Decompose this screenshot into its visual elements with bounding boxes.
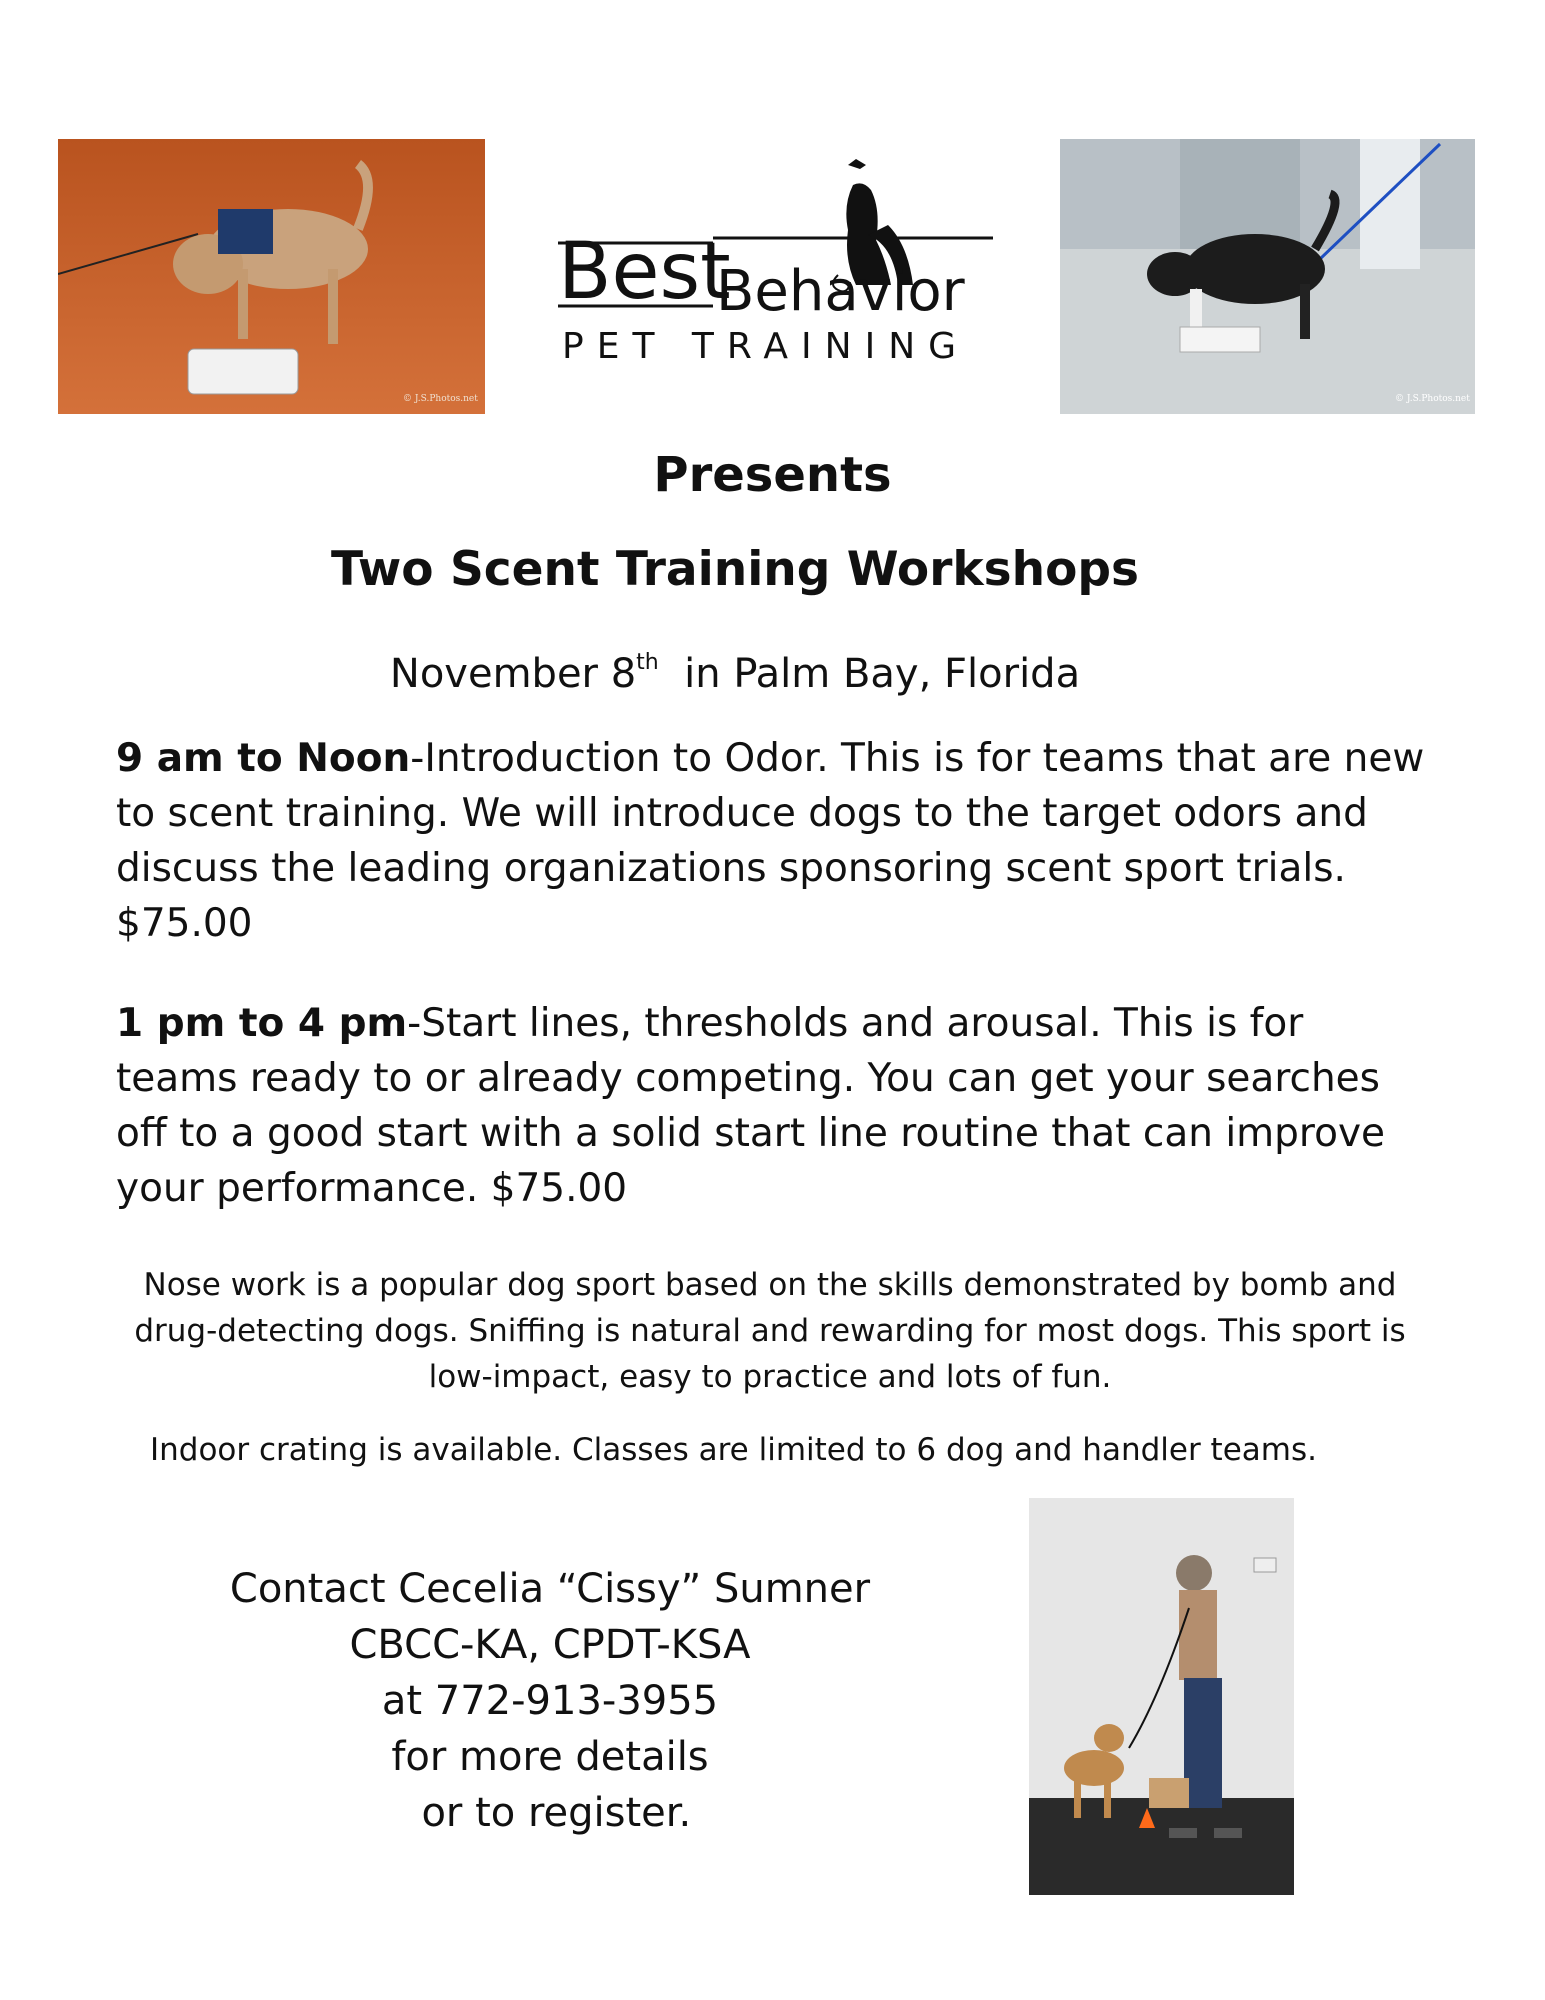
date-day: November 8 — [389, 651, 637, 697]
dog-searching-box-indoor-photo — [1060, 139, 1475, 414]
crating-note: Indoor crating is available. Classes are limited to 6 dog and handler teams. — [150, 1432, 1317, 1468]
handler-with-dog-on-leash-photo — [1029, 1498, 1294, 1895]
session-time: 1 pm to 4 pm — [116, 1001, 408, 1046]
date-suffix: th — [636, 650, 659, 675]
contact-register-line: or to register. — [408, 1790, 692, 1836]
logo-word-behavior: Behavior — [716, 259, 965, 324]
contact-block — [150, 1561, 950, 1841]
session-morning — [116, 731, 1426, 951]
session-description: -Introduction to Odor. This is for teams that are new to scent training. We will introduce dogs to the target odors and discuss the leading organizations sponsoring scent sport trials. $75.00 — [116, 736, 1425, 946]
session-time: 9 am to Noon — [116, 736, 411, 781]
dog-sniffing-container-photo — [58, 139, 485, 414]
watermark: © J.S.Photos.net — [1395, 394, 1470, 404]
watermark: © J.S.Photos.net — [403, 394, 478, 404]
contact-name: Contact Cecelia “Cissy” Sumner — [229, 1566, 871, 1612]
session-afternoon — [116, 996, 1426, 1216]
presents-title: Presents — [653, 447, 892, 503]
date-location — [0, 650, 1470, 697]
nose-work-description: Nose work is a popular dog sport based on the skills demonstrated by bomb and drug-detecting dogs. Sniffing is natural and rewarding for most dogs. This sport is low-impact, easy to practice and lots of fun. — [134, 1267, 1406, 1395]
logo-subtitle: PET TRAINING — [562, 326, 970, 367]
workshop-heading: Two Scent Training Workshops — [330, 542, 1140, 597]
contact-phone: at 772-913-3955 — [381, 1678, 719, 1724]
contact-details-line: for more details — [391, 1734, 709, 1780]
logo-word-best: Best — [558, 227, 731, 317]
best-behavior-logo — [548, 150, 1008, 380]
contact-credentials: CBCC-KA, CPDT-KSA — [349, 1622, 751, 1668]
location: in Palm Bay, Florida — [658, 651, 1081, 697]
session-description: -Start lines, thresholds and arousal. This is for teams ready to or already competing. You can get your searches off to a good start with a solid start line routine that can improve your performance. $75.00 — [116, 1001, 1386, 1211]
